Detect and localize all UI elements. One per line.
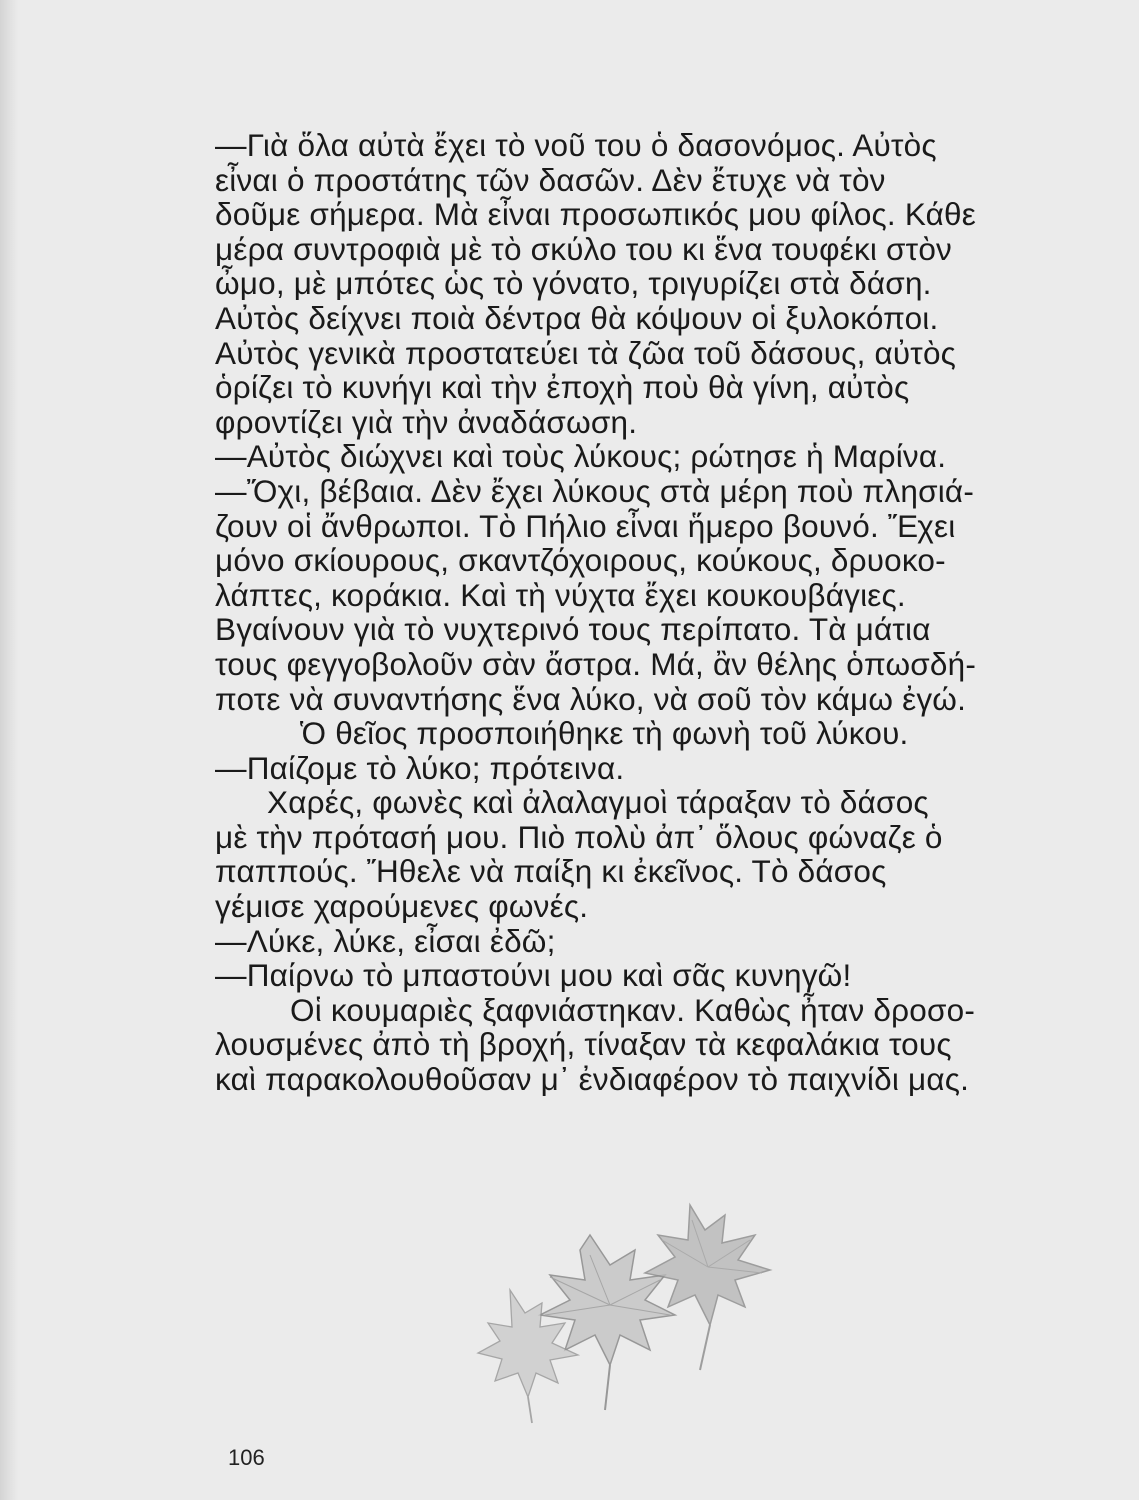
text-line: Αὐτὸς γενικὰ προστατεύει τὰ ζῶα τοῦ δάσους, αὐτὸς bbox=[215, 334, 957, 371]
text-line: καὶ παρακολουθοῦσαν μ᾽ ἐνδιαφέρον τὸ παιχνίδι μας. bbox=[215, 1061, 970, 1098]
text-line: Αὐτὸς δείχνει ποιὰ δέντρα θὰ κόψουν οἱ ξυλοκόποι. bbox=[215, 299, 939, 336]
text-line: Χαρές, φωνὲς καὶ ἀλαλαγμοὶ τάραξαν τὸ δάσος bbox=[267, 784, 929, 821]
text-line: ζουν οἱ ἄνθρωποι. Τὸ Πήλιο εἶναι ἥμερο βουνό. Ἔχει bbox=[215, 507, 956, 544]
text-line: —Αὐτὸς διώχνει καὶ τοὺς λύκους; ρώτησε ἡ Μαρίνα. bbox=[215, 438, 947, 475]
text-line: φροντίζει γιὰ τὴν ἀναδάσωση. bbox=[215, 403, 638, 440]
text-line: ὦμο, μὲ μπότες ὡς τὸ γόνατο, τριγυρίζει στὰ δάση. bbox=[215, 265, 932, 302]
text-line: —Παίζομε τὸ λύκο; πρότεινα. bbox=[215, 749, 625, 786]
text-line: δοῦμε σήμερα. Μὰ εἶναι προσωπικός μου φίλος. Κάθε bbox=[215, 196, 977, 233]
text-line: λάπτες, κοράκια. Καὶ τὴ νύχτα ἔχει κουκουβάγιες. bbox=[215, 576, 906, 613]
text-line: τους φεγγοβολοῦν σὰν ἄστρα. Μά, ἂν θέλης ὁπωσδή- bbox=[215, 645, 977, 682]
text-line: —Γιὰ ὅλα αὐτὰ ἔχει τὸ νοῦ του ὁ δασονόμος. Αὐτὸς bbox=[215, 127, 937, 163]
text-line: λουσμένες ἀπὸ τὴ βροχή, τίναξαν τὰ κεφαλάκια τους bbox=[215, 1026, 952, 1063]
maple-leaf-icon bbox=[645, 1205, 770, 1370]
text-line: Βγαίνουν γιὰ τὸ νυχτερινό τους περίπατο. Τὰ μάτια bbox=[215, 611, 931, 648]
page-number: 106 bbox=[228, 1445, 265, 1470]
text-line: —Λύκε, λύκε, εἶσαι ἐδῶ; bbox=[215, 922, 556, 959]
text-line: Ὁ θεῖος προσποιήθηκε τὴ φωνὴ τοῦ λύκου. bbox=[300, 715, 909, 752]
text-line: —Παίρνω τὸ μπαστούνι μου καὶ σᾶς κυνηγῶ! bbox=[215, 957, 852, 994]
maple-leaves-illustration bbox=[470, 1195, 800, 1425]
text-line: μόνο σκίουρους, σκαντζόχοιρους, κούκους, δρυοκο- bbox=[215, 542, 946, 579]
story-text bbox=[215, 128, 1065, 1097]
text-line: γέμισε χαρούμενες φωνές. bbox=[215, 888, 589, 925]
text-line: Οἱ κουμαριὲς ξαφνιάστηκαν. Καθὼς ἦταν δροσο- bbox=[290, 991, 976, 1028]
text-line: —Ὄχι, βέβαια. Δὲν ἔχει λύκους στὰ μέρη ποὺ πλησιά- bbox=[215, 472, 975, 509]
text-line: παππούς. Ἤθελε νὰ παίξη κι ἐκεῖνος. Τὸ δάσος bbox=[215, 853, 887, 890]
text-line: μέρα συντροφιὰ μὲ τὸ σκύλο του κι ἕνα τουφέκι στὸν bbox=[215, 230, 952, 267]
text-line: ὁρίζει τὸ κυνήγι καὶ τὴν ἐποχὴ ποὺ θὰ γίνη, αὐτὸς bbox=[215, 369, 910, 406]
text-line: μὲ τὴν πρότασή μου. Πιὸ πολὺ ἀπ᾽ ὅλους φώναζε ὁ bbox=[215, 818, 943, 855]
text-line: εἶναι ὁ προστάτης τῶν δασῶν. Δὲν ἔτυχε νὰ τὸν bbox=[215, 161, 886, 198]
text-line: ποτε νὰ συναντήσης ἕνα λύκο, νὰ σοῦ τὸν κάμω ἐγώ. bbox=[215, 680, 967, 717]
page-binding-edge bbox=[0, 0, 18, 1500]
maple-leaf-icon bbox=[540, 1235, 675, 1410]
